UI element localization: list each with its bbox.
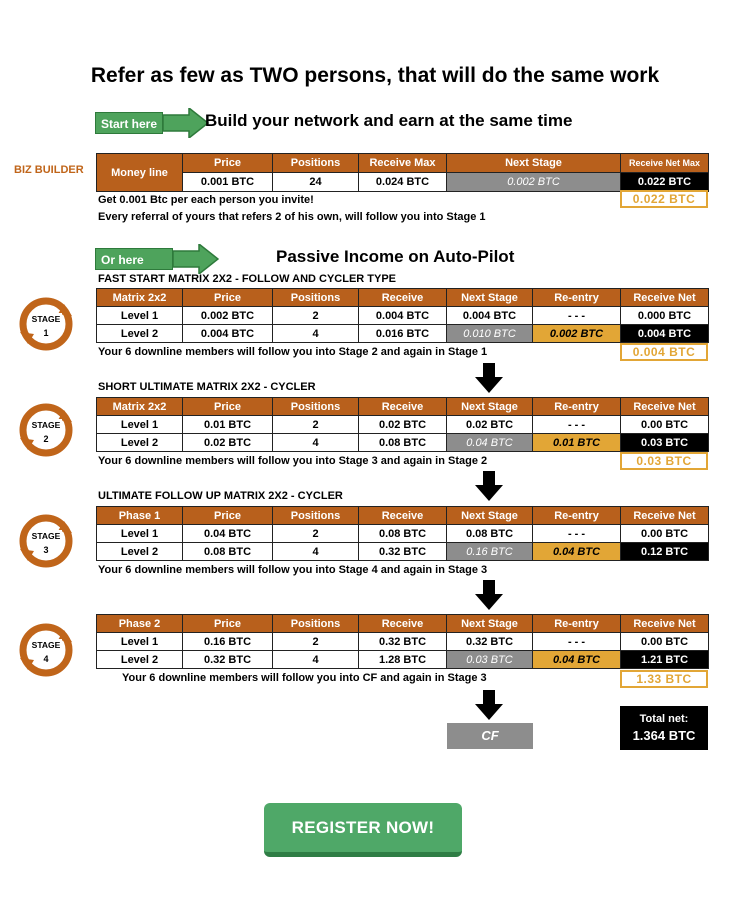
stage-number: 1 [43, 328, 49, 338]
table-cell: 0.08 BTC [183, 543, 273, 561]
green-arrow-icon [163, 108, 209, 138]
down-arrow-icon [475, 471, 503, 501]
table-cell: 0.02 BTC [447, 416, 533, 434]
table-cell: 0.016 BTC [359, 325, 447, 343]
table-cell: Level 2 [97, 434, 183, 452]
table-cell: 4 [273, 325, 359, 343]
biz-builder-table [96, 153, 709, 192]
table-cell: 0.04 BTC [447, 434, 533, 452]
table-header: Positions [273, 615, 359, 633]
table-cell: 0.08 BTC [359, 525, 447, 543]
stage-2-table [96, 397, 709, 452]
headline: Refer as few as TWO persons, that will do the same work [90, 64, 660, 87]
biz-cell: 0.002 BTC [447, 173, 621, 192]
table-cell: 4 [273, 651, 359, 669]
table-header: Receive Net [621, 398, 709, 416]
total-net-value: 1.364 BTC [632, 728, 696, 743]
table-row [97, 416, 709, 434]
table-header: Matrix 2x2 [97, 289, 183, 307]
biz-header: Receive Net Max [621, 154, 709, 173]
stage-1-title: FAST START MATRIX 2X2 - FOLLOW AND CYCLER TYPE [98, 273, 397, 285]
table-cell: 0.000 BTC [621, 307, 709, 325]
stage-4-total: 1.33 BTC [620, 670, 708, 688]
table-header: Next Stage [447, 507, 533, 525]
table-cell: - - - [533, 416, 621, 434]
table-cell: Level 2 [97, 651, 183, 669]
biz-header: Positions [273, 154, 359, 173]
table-row [97, 543, 709, 561]
cf-box: CF [447, 723, 533, 749]
stage-1-note: Your 6 downline members will follow you into Stage 2 and again in Stage 1 [98, 346, 488, 358]
total-net-label: Total net: [639, 713, 689, 725]
stage-cycle-icon [16, 511, 76, 571]
table-cell: 0.004 BTC [447, 307, 533, 325]
biz-cell: 24 [273, 173, 359, 192]
biz-header: Receive Max [359, 154, 447, 173]
table-cell: 2 [273, 307, 359, 325]
table-cell: Level 1 [97, 525, 183, 543]
table-header: Receive Net [621, 615, 709, 633]
down-arrow-icon [475, 363, 503, 393]
table-cell: 4 [273, 543, 359, 561]
stage-4-table [96, 614, 709, 669]
table-cell: 2 [273, 416, 359, 434]
table-cell: 0.03 BTC [621, 434, 709, 452]
table-cell: 0.002 BTC [183, 307, 273, 325]
table-cell: Level 2 [97, 543, 183, 561]
table-row [97, 633, 709, 651]
table-cell: 0.16 BTC [447, 543, 533, 561]
table-header: Positions [273, 507, 359, 525]
start-here-button[interactable] [95, 108, 209, 138]
table-header: Receive [359, 507, 447, 525]
table-cell: 0.32 BTC [359, 543, 447, 561]
table-cell: 0.02 BTC [359, 416, 447, 434]
or-here-text: Passive Income on Auto-Pilot [276, 247, 515, 266]
table-header: Positions [273, 289, 359, 307]
table-header: Price [183, 507, 273, 525]
table-header: Phase 2 [97, 615, 183, 633]
stage-2-title: SHORT ULTIMATE MATRIX 2X2 - CYCLER [98, 381, 316, 393]
down-arrow-icon [475, 690, 503, 720]
table-cell: - - - [533, 307, 621, 325]
table-cell: - - - [533, 633, 621, 651]
table-cell: - - - [533, 525, 621, 543]
biz-cell: 0.022 BTC [621, 173, 709, 192]
down-arrow-icon [475, 580, 503, 610]
biz-note-1: Get 0.001 Btc per each person you invite! [98, 194, 314, 206]
start-here-label: Start here [95, 112, 163, 134]
table-row [97, 651, 709, 669]
table-header: Matrix 2x2 [97, 398, 183, 416]
stage-4-note: Your 6 downline members will follow you into CF and again in Stage 3 [122, 672, 487, 684]
stage-cycle-icon [16, 620, 76, 680]
table-cell: 0.00 BTC [621, 633, 709, 651]
table-cell: 0.004 BTC [359, 307, 447, 325]
table-header: Receive Net [621, 507, 709, 525]
stage-1-table [96, 288, 709, 343]
register-now-button[interactable]: REGISTER NOW! [264, 803, 462, 857]
table-cell: 0.32 BTC [447, 633, 533, 651]
table-cell: 1.21 BTC [621, 651, 709, 669]
table-cell: 0.010 BTC [447, 325, 533, 343]
biz-header: Price [183, 154, 273, 173]
or-here-button[interactable] [95, 244, 219, 274]
table-header: Next Stage [447, 289, 533, 307]
money-line-label: Money line [97, 154, 183, 192]
table-row [97, 307, 709, 325]
biz-builder-label: BIZ BUILDER [14, 164, 84, 176]
stage-word: STAGE [31, 314, 61, 324]
table-header: Re-entry [533, 398, 621, 416]
table-cell: Level 2 [97, 325, 183, 343]
stage-word: STAGE [31, 531, 61, 541]
table-row [97, 434, 709, 452]
table-cell: 4 [273, 434, 359, 452]
table-cell: 2 [273, 633, 359, 651]
table-cell: 0.03 BTC [447, 651, 533, 669]
table-cell: 0.12 BTC [621, 543, 709, 561]
table-header: Re-entry [533, 507, 621, 525]
table-cell: Level 1 [97, 416, 183, 434]
table-cell: 0.04 BTC [533, 543, 621, 561]
stage-number: 2 [43, 434, 49, 444]
table-row [97, 325, 709, 343]
table-cell: 0.002 BTC [533, 325, 621, 343]
stage-1-total: 0.004 BTC [620, 343, 708, 361]
stage-3-table [96, 506, 709, 561]
stage-3-title: ULTIMATE FOLLOW UP MATRIX 2X2 - CYCLER [98, 490, 343, 502]
table-header: Phase 1 [97, 507, 183, 525]
table-cell: 0.16 BTC [183, 633, 273, 651]
total-net-box [620, 706, 708, 750]
green-arrow-icon [173, 244, 219, 274]
table-row [97, 525, 709, 543]
table-header: Receive [359, 398, 447, 416]
table-cell: 0.00 BTC [621, 416, 709, 434]
biz-cell: 0.024 BTC [359, 173, 447, 192]
stage-cycle-icon [16, 294, 76, 354]
table-cell: 0.04 BTC [533, 651, 621, 669]
table-header: Receive Net [621, 289, 709, 307]
table-header: Next Stage [447, 615, 533, 633]
table-cell: 0.004 BTC [183, 325, 273, 343]
biz-cell: 0.001 BTC [183, 173, 273, 192]
table-cell: 0.01 BTC [533, 434, 621, 452]
stage-word: STAGE [31, 420, 61, 430]
table-cell: 0.04 BTC [183, 525, 273, 543]
stage-2-note: Your 6 downline members will follow you into Stage 3 and again in Stage 2 [98, 455, 488, 467]
table-cell: 0.01 BTC [183, 416, 273, 434]
stage-3-note: Your 6 downline members will follow you into Stage 4 and again in Stage 3 [98, 564, 488, 576]
table-header: Re-entry [533, 289, 621, 307]
table-header: Positions [273, 398, 359, 416]
table-header: Receive [359, 615, 447, 633]
table-header: Price [183, 289, 273, 307]
start-here-text: Build your network and earn at the same time [205, 111, 573, 130]
table-cell: 1.28 BTC [359, 651, 447, 669]
or-here-label: Or here [95, 248, 173, 270]
table-cell: 0.02 BTC [183, 434, 273, 452]
table-header: Price [183, 615, 273, 633]
stage-2-total: 0.03 BTC [620, 452, 708, 470]
table-cell: 0.00 BTC [621, 525, 709, 543]
table-cell: Level 1 [97, 307, 183, 325]
biz-note-2: Every referral of yours that refers 2 of his own, will follow you into Stage 1 [98, 211, 486, 223]
table-header: Re-entry [533, 615, 621, 633]
table-cell: 0.32 BTC [183, 651, 273, 669]
table-cell: 2 [273, 525, 359, 543]
biz-header: Next Stage [447, 154, 621, 173]
table-cell: 0.32 BTC [359, 633, 447, 651]
table-cell: 0.08 BTC [447, 525, 533, 543]
stage-cycle-icon [16, 400, 76, 460]
stage-number: 3 [43, 545, 49, 555]
table-cell: Level 1 [97, 633, 183, 651]
stage-number: 4 [43, 654, 49, 664]
table-header: Price [183, 398, 273, 416]
table-header: Receive [359, 289, 447, 307]
table-header: Next Stage [447, 398, 533, 416]
biz-total: 0.022 BTC [620, 190, 708, 208]
stage-word: STAGE [31, 640, 61, 650]
table-cell: 0.004 BTC [621, 325, 709, 343]
table-cell: 0.08 BTC [359, 434, 447, 452]
